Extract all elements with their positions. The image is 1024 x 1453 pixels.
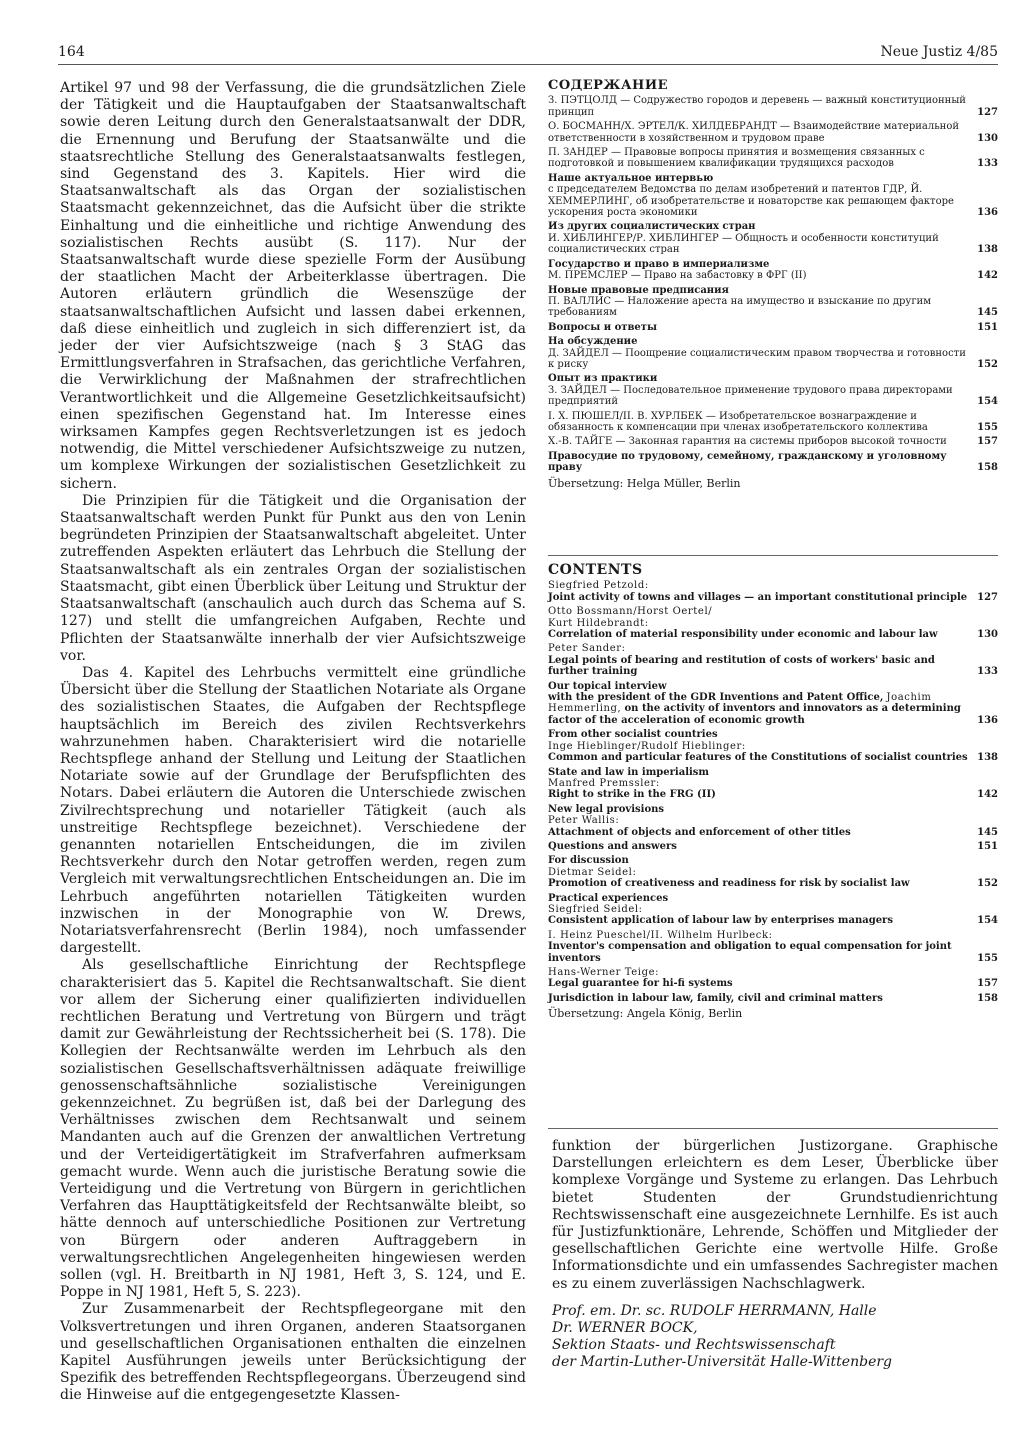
section-divider	[548, 1128, 998, 1129]
toc-entry-text: З. ПЭТЦОЛД — Содружество городов и деревень — важный конституционный принцип	[548, 95, 966, 118]
toc-section: Государство и право в империализме	[548, 258, 770, 270]
toc-page: 154	[977, 915, 998, 927]
toc-section: New legal provisions	[548, 803, 665, 815]
left-paragraph: Als gesellschaftliche Einrichtung der Rechtspflege charakterisiert das 5. Kapitel die Rechtsanwaltschaft. Sie dient vor allem der Sicherung einer qualifizierten individuellen rechtlichen Beratung und Vertretung von Bürgern und trägt damit zur Gewährleistung der Rechtssicherheit bei (S. 178). Die Kollegien der Rechtsanwälte werden im Lehrbuch als den sozialistischen Gesellschaftsverhältnissen adäquate freiwillige genossenschaftsähnliche sozialistische Vereinigungen gekennzeichnet. Zu begrüßen ist, daß bei der Darlegung des Verhältnisses zwischen dem Rechtsanwalt und seinem Mandanten auch auf die Grenzen der anwaltlichen Vertretung und der Verteidigertätigkeit im Strafverfahren aufmerksam gemacht wurde. Wenn auch die juristische Beratung sowie die Verteidigung und die Vertretung von Bürgern in gerichtlichen Verfahren das Haupttätigkeitsfeld der Rechtsanwälte bleibt, so hätte dennoch auf unterschiedliche Positionen zur Vertretung von Bürgern oder anderen Auftraggebern in verwaltungsrechtlichen Angelegenheiten hingewiesen werden sollen (vgl. H. Breitbarth in NJ 1981, Heft 3, S. 124, und E. Poppe in NJ 1981, Heft 5, S. 223).	[60, 957, 526, 1301]
toc-page: 127	[977, 106, 998, 118]
toc-entry-text: З. ЗАЙДЕЛ — Последовательное применение трудового права директорами предприятий	[548, 384, 953, 408]
toc-entry	[548, 95, 998, 118]
signature-line: Prof. em. Dr. sc. RUDOLF HERRMANN, Halle	[552, 1302, 877, 1319]
toc-author: Inge Hieblinger/Rudolf Hieblinger:	[548, 740, 746, 752]
left-paragraph: Zur Zusammenarbeit der Rechtspflegeorgane mit den Volksvertretungen und ihren Organen, anderen Staatsorganen und gesellschaftlichen Organisationen enthalten die einzelnen Kapitel Ausführungen jeweils unter Berücksichtigung der Spezifik des betreffenden Rechtspflegeorgans. Überzeugend sind die Hinweise auf die entgegengesetzte Klassen-	[60, 1301, 526, 1404]
toc-author: Peter Wallis:	[548, 815, 620, 827]
toc-entry-title: Promotion of creativeness and readiness for risk by socialist law	[548, 878, 910, 890]
toc-entry-text: П. ЗАНДЕР — Правовые вопросы принятия и возмещения связанных с подготовкой и повышением квалификации трудящихся расходов	[548, 147, 925, 170]
toc-author: Siegfried Petzold:	[548, 580, 649, 592]
toc-entry-title: Common and particular features of the Constitutions of socialist countries	[548, 752, 968, 764]
toc-entry-text: Д. ЗАЙДЕЛ — Поощрение социалистическим правом творчества и готовности к риску	[548, 347, 966, 370]
toc-entry-text: М. ПРЕМСЛЕР — Право на забастовку в ФРГ (II)	[548, 270, 807, 282]
toc-entry-text: Вопросы и ответы	[548, 321, 657, 333]
toc-section: Наше актуальное интервью	[548, 172, 714, 184]
toc-entry	[548, 993, 998, 1004]
toc-section: Опыт из практики	[548, 373, 658, 385]
toc-entry-title: Legal guarantee for hi-fi systems	[548, 978, 733, 990]
toc-page: 138	[977, 752, 998, 764]
signature-block	[552, 1303, 998, 1372]
toc-entry	[548, 606, 998, 640]
toc-entry-title: Consistent application of labour law by enterprises managers	[548, 915, 893, 927]
toc-english-title: CONTENTS	[548, 562, 643, 578]
toc-author: Otto Bossmann/Horst Oertel/	[548, 606, 713, 618]
toc-page: 157	[977, 436, 998, 448]
toc-page: 145	[977, 307, 998, 319]
journal-issue: Neue Justiz 4/85	[880, 44, 998, 60]
toc-entry	[548, 451, 998, 474]
toc-author: Peter Sander:	[548, 643, 626, 655]
toc-entry-title: Joint activity of towns and villages — an important constitutional principle	[548, 591, 968, 603]
toc-translator: Übersetzung: Angela König, Berlin	[548, 1007, 743, 1021]
toc-entry-title: Inventor's compensation and obligation to equal compensation for joint inventors	[548, 941, 952, 964]
toc-entry-text: Х.-В. ТАЙГЕ — Законная гарантия на системы приборов высокой точности	[548, 436, 947, 448]
toc-author: Hans-Werner Teige:	[548, 967, 660, 978]
toc-section: Из других социалистических стран	[548, 221, 756, 233]
toc-entry	[548, 967, 998, 990]
left-paragraph: Die Prinzipien für die Tätigkeit und die Organisation der Staatsanwaltschaft werden Punkt für Punkt aus den von Lenin begründeten Prinzipien der Staatsanwaltschaft abgeleitet. Unter zutreffenden Aspekten erläutert das Lehrbuch die Stellung der Staatsanwaltschaft als ein zentrales Organ der sozialistischen Staatsmacht, gibt einen Überblick über Leitung und Struktur der Staatsanwaltschaft (anschaulich auch durch das Schema auf S. 127) und stellt die umfangreichen Aufgaben, Rechte und Pflichten der Staatsanwälte innerhalb der vier Aufsichtszweige vor.	[60, 492, 526, 664]
toc-page: 138	[977, 244, 998, 256]
toc-page: 155	[977, 952, 998, 964]
toc-page: 133	[977, 158, 998, 170]
toc-page: 142	[977, 270, 998, 282]
toc-entry-title: Right to strike in the FRG (II)	[548, 789, 716, 801]
left-column	[60, 80, 526, 1405]
toc-entry	[548, 411, 998, 434]
toc-russian	[548, 80, 998, 489]
toc-entry	[548, 867, 998, 890]
toc-entry	[548, 930, 998, 964]
toc-entry-title: with the president of the GDR Inventions and Patent Office,	[548, 692, 884, 704]
toc-entry	[548, 904, 998, 927]
toc-page: 136	[977, 714, 998, 726]
toc-section: Practical experiences	[548, 892, 669, 904]
toc-entry-title: Legal points of bearing and restitution of costs of workers' basic and further training	[548, 654, 935, 678]
toc-section: State and law in imperialism	[548, 766, 710, 778]
toc-entry	[548, 270, 998, 281]
toc-entry-title: Correlation of material responsibility under economic and labour law	[548, 629, 938, 641]
toc-page: 145	[977, 826, 998, 838]
toc-entry	[548, 580, 998, 603]
toc-section: Новые правовые предписания	[548, 284, 729, 296]
toc-entry	[548, 121, 998, 144]
toc-entry-title: Questions and answers	[548, 840, 677, 852]
toc-section: From other socialist countries	[548, 729, 718, 741]
section-divider	[548, 555, 998, 556]
toc-entry-text: Правосудие по трудовому, семейному, гражданскому и уголовному праву	[548, 450, 947, 474]
toc-page: 152	[977, 358, 998, 370]
toc-entry	[548, 643, 998, 677]
toc-entry	[548, 741, 998, 764]
toc-entry-title: on the activity of inventors and innovators as a determining factor of the acceleration of economic growth	[548, 703, 961, 726]
toc-section: For discussion	[548, 855, 629, 867]
toc-entry	[548, 692, 998, 726]
toc-author: Manfred Premssler:	[548, 777, 660, 789]
toc-author: Joachim Hemmerling,	[548, 692, 932, 715]
toc-page: 130	[977, 629, 998, 641]
header-rule	[58, 64, 998, 65]
toc-entry	[548, 322, 998, 333]
toc-entry-title: Attachment of objects and enforcement of other titles	[548, 826, 851, 838]
toc-entry	[548, 296, 998, 319]
toc-entry	[548, 841, 998, 852]
toc-entry-text: О. БОСМАНН/Х. ЭРТЕЛ/К. ХИЛДЕБРАНДТ — Взаимодействие материальной ответственности в хозяйственном и трудовом праве	[548, 121, 960, 144]
signature-line: Sektion Staats- und Rechtswissenschaft	[552, 1337, 836, 1354]
toc-entry	[548, 233, 998, 256]
toc-entry	[548, 147, 998, 170]
toc-page: 158	[977, 462, 998, 474]
signature-line: der Martin-Luther-Universität Halle-Wittenberg	[552, 1354, 893, 1371]
toc-section: На обсуждение	[548, 336, 638, 348]
left-paragraph: Artikel 97 und 98 der Verfassung, die die grundsätzlichen Ziele der Tätigkeit und die Hauptaufgaben der Staatsanwaltschaft sowie deren Leitung durch den Generalstaatsanwalt der DDR, die Ernennung und Berufung der Staatsanwälte und die staatsrechtliche Stellung des Generalstaatsanwalts festlegen, sind Gegenstand des 3. Kapitels. Hier wird die Staatsanwaltschaft als das Organ der sozialistischen Staatsmacht gekennzeichnet, das die Aufsicht über die strikte Einhaltung und die einheitliche und richtige Anwendung des sozialistischen Rechts ausübt (S. 117). Nur der Staatsanwaltschaft wurde diese spezielle Form der Ausübung der staatlichen Macht der Arbeiterklasse übertragen. Die Autoren erläutern gründlich die Wesenszüge der staatsanwaltschaftlichen Aufsicht und lassen dabei erkennen, daß diese einheitlich und zugleich in sich differenziert ist, da jeder der vier Aufsichtszweige (nach § 3 StAG das Ermittlungsverfahren in Strafsachen, das gerichtliche Verfahren, die Verwirklichung der Maßnahmen der strafrechtlichen Verantwortlichkeit und die Allgemeine Gesetzlichkeitsaufsicht) einen spezifischen Gegenstand hat. Im Interesse eines wirksamen Kampfes gegen Rechtsverletzungen ist es jedoch notwendig, die Mittel verschiedener Aufsichtszweige zu nutzen, um komplexe Wirkungen der sozialistischen Gesetzlichkeit zu sichern.	[60, 80, 526, 492]
toc-page: 136	[977, 207, 998, 219]
toc-page: 157	[977, 978, 998, 990]
toc-entry-text: с председателем Ведомства по делам изобретений и патентов ГДР, Й. ХЕММЕРЛИНГ, об изобретательстве и новаторстве как решающем факторе ускорения роста экономики	[548, 184, 954, 219]
toc-page: 127	[977, 591, 998, 603]
left-paragraph: Das 4. Kapitel des Lehrbuchs vermittelt eine gründliche Übersicht über die Stellung der Staatlichen Notariate als Organe des sozialistischen Staates, die Aufgaben der Rechtspflege hauptsächlich im Bereich des zivilen Rechtsverkehrs wahrzunehmen haben. Charakterisiert wird die notarielle Rechtspflege anhand der Stellung und Leitung der Staatlichen Notariate sowie auf der Grundlage der Berufspflichten des Notars. Dabei erläutern die Autoren die Unterschiede zwischen Zivilrechtsprechung und notarieller Tätigkeit (auch als unstreitige Rechtspflege bezeichnet). Verschiedene der genannten notariellen Entscheidungen, die im zivilen Rechtsverkehr durch den Notar getroffen werden, regen zum Vergleich mit verwaltungsrechtlichen Entscheidungen an. Die im Lehrbuch angeführten notariellen Tätigkeiten wurden inzwischen in der Monographie von W. Drews, Notariatsverfahrensrecht (Berlin 1984), noch umfassender dargestellt.	[60, 664, 526, 957]
toc-entry-title: Jurisdiction in labour law, family, civil and criminal matters	[548, 992, 883, 1004]
toc-english	[548, 562, 998, 1021]
toc-author: Dietmar Seidel:	[548, 866, 637, 878]
toc-page: 133	[977, 666, 998, 678]
page-number: 164	[58, 44, 85, 60]
toc-page: 151	[977, 840, 998, 852]
toc-author: Kurt Hildebrandt:	[548, 617, 649, 629]
toc-page: 154	[977, 396, 998, 408]
toc-entry	[548, 815, 998, 838]
toc-translator: Übersetzung: Helga Müller, Berlin	[548, 476, 741, 490]
toc-entry	[548, 436, 998, 447]
toc-author: Siegfried Seidel:	[548, 903, 643, 915]
toc-entry-text: П. ВАЛЛИС — Наложение ареста на имущество и взыскание по другим требованиям	[548, 295, 931, 319]
toc-entry	[548, 348, 998, 371]
toc-entry	[548, 385, 998, 408]
toc-entry	[548, 184, 998, 218]
toc-page: 152	[977, 878, 998, 890]
right-paragraph: funktion der bürgerlichen Justizorgane. Graphische Darstellungen erleichtern es dem Leser, Überblicke über komplexe Vorgänge und Systeme zu erlangen. Das Lehrbuch bietet Studenten der Grundstudienrichtung Rechtswissenschaft eine ausgezeichnete Lernhilfe. Es ist auch für Justizfunktionäre, Lehrende, Schöffen und Mitglieder der gesellschaftlichen Gerichte eine wertvolle Hilfe. Große Informationsdichte und ein umfassendes Sachregister machen es zu einem zuverlässigen Nachschlagwerk.	[552, 1138, 998, 1292]
right-column	[552, 1138, 998, 1372]
toc-entry-text: I. Х. ПЮШЕЛ/II. В. ХУРЛБЕК — Изобретательское вознаграждение и обязанность к компенсации при членах изобретательского коллектива	[548, 410, 928, 433]
toc-page: 151	[977, 321, 998, 333]
toc-author: I. Heinz Pueschel/II. Wilhelm Hurlbeck:	[548, 929, 773, 941]
toc-page: 130	[977, 132, 998, 144]
toc-entry	[548, 778, 998, 801]
toc-page: 155	[977, 421, 998, 433]
toc-russian-title: СОДЕРЖАНИЕ	[548, 78, 669, 93]
toc-page: 142	[977, 789, 998, 801]
signature-line: Dr. WERNER BOCK,	[552, 1320, 698, 1337]
toc-section: Our topical interview	[548, 680, 667, 692]
toc-entry-text: И. ХИБЛИНГЕР/Р. ХИБЛИНГЕР — Общность и особенности конституций социалистических стран	[548, 232, 939, 256]
toc-page: 158	[977, 992, 998, 1004]
